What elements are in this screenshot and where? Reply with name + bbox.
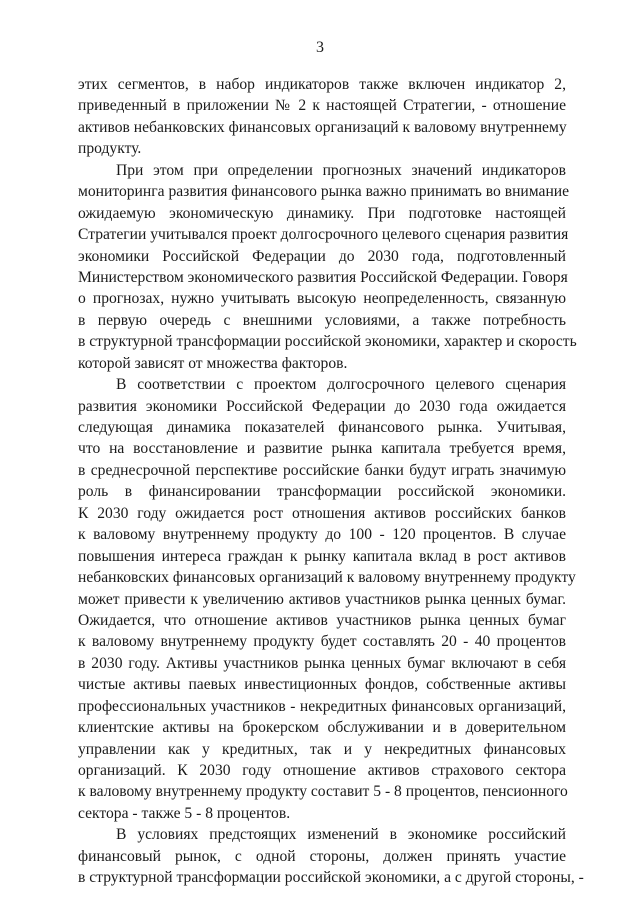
paragraph-line: которой зависят от множества факторов. xyxy=(78,354,348,372)
paragraph-line: Ожидается, что отношение активов участников рынка ценных бумаг xyxy=(78,611,566,629)
paragraph-line: Стратегии учитывался проект долгосрочного целевого сценария развития xyxy=(78,226,569,244)
paragraph-line: активов небанковских финансовых организаций к валовому внутреннему xyxy=(78,118,567,136)
paragraph-line: к валовому внутреннему продукту до 100 - 120 процентов. В случае xyxy=(78,526,566,544)
paragraph-line: Министерством экономического развития Российской Федерации. Говоря xyxy=(78,268,568,286)
paragraph-line: организаций. К 2030 году отношение активов страхового сектора xyxy=(78,762,566,779)
paragraph-line: приведенный в приложении № 2 к настоящей Стратегии, - отношение xyxy=(78,97,566,115)
paragraph-line: в среднесрочной перспективе российские банки будут играть значимую xyxy=(78,461,566,479)
paragraph-line: к валовому внутреннему продукту будет составлять 20 - 40 процентов xyxy=(78,633,566,651)
paragraph-line: экономики Российской Федерации до 2030 года, подготовленный xyxy=(78,247,566,265)
paragraph-line: сектора - также 5 - 8 процентов. xyxy=(78,804,291,822)
paragraph-line: в структурной трансформации российской экономики, характер и скорость xyxy=(78,333,577,351)
paragraph xyxy=(78,374,576,824)
paragraph-line: следующая динамика показателей финансового рынка. Учитывая, xyxy=(78,419,566,436)
paragraph-line: к валовому внутреннему продукту составит 5 - 8 процентов, пенсионного xyxy=(78,783,568,801)
paragraph-line: ожидаемую экономическую динамику. При подготовке настоящей xyxy=(78,204,566,222)
paragraph-line: в 2030 году. Активы участников рынка ценных бумаг включают в себя xyxy=(78,654,566,672)
paragraph-line: о прогнозах, нужно учитывать высокую неопределенность, связанную xyxy=(78,290,566,308)
paragraph xyxy=(78,74,566,160)
paragraph-line: финансовый рынок, с одной стороны, должен принять участие xyxy=(78,847,566,865)
paragraph-line: в первую очередь с внешними условиями, а также потребность xyxy=(78,311,566,329)
paragraph xyxy=(78,160,577,374)
paragraph-line: продукту. xyxy=(78,140,142,158)
paragraph-line: При этом при определении прогнозных значений индикаторов xyxy=(116,161,566,179)
paragraph-line: роль в финансировании трансформации российской экономики. xyxy=(78,483,566,501)
document-body xyxy=(78,74,584,889)
paragraph-line: управлении как у кредитных, так и у некредитных финансовых xyxy=(78,740,566,758)
paragraph-line: в структурной трансформации российской экономики, а с другой стороны, - xyxy=(78,869,584,887)
paragraph-line: профессиональных участников - некредитных финансовых организаций, xyxy=(78,697,566,715)
paragraph-line: К 2030 году ожидается рост отношения активов российских банков xyxy=(78,504,566,522)
paragraph-line: В соответствии с проектом долгосрочного целевого сценария xyxy=(116,376,566,394)
paragraph-line: этих сегментов, в набор индикаторов также включен индикатор 2, xyxy=(78,76,566,93)
paragraph-line: чистые активы паевых инвестиционных фондов, собственные активы xyxy=(78,676,566,694)
paragraph-line: небанковских финансовых организаций к валовому внутреннему продукту xyxy=(78,569,576,587)
paragraph xyxy=(78,824,584,888)
paragraph-line: может привести к увеличению активов участников рынка ценных бумаг. xyxy=(78,590,566,608)
paragraph-line: клиентские активы на брокерском обслуживании и в доверительном xyxy=(78,719,566,737)
paragraph-line: мониторинга развития финансового рынка важно принимать во внимание xyxy=(78,183,570,201)
paragraph-line: что на восстановление и развитие рынка капитала требуется время, xyxy=(78,440,566,458)
paragraph-line: развития экономики Российской Федерации до 2030 года ожидается xyxy=(78,397,566,415)
paragraph-line: повышения интереса граждан к рынку капитала вклад в рост активов xyxy=(78,547,566,565)
page-number: 3 xyxy=(316,39,324,56)
paragraph-line: В условиях предстоящих изменений в экономике российский xyxy=(116,826,566,844)
